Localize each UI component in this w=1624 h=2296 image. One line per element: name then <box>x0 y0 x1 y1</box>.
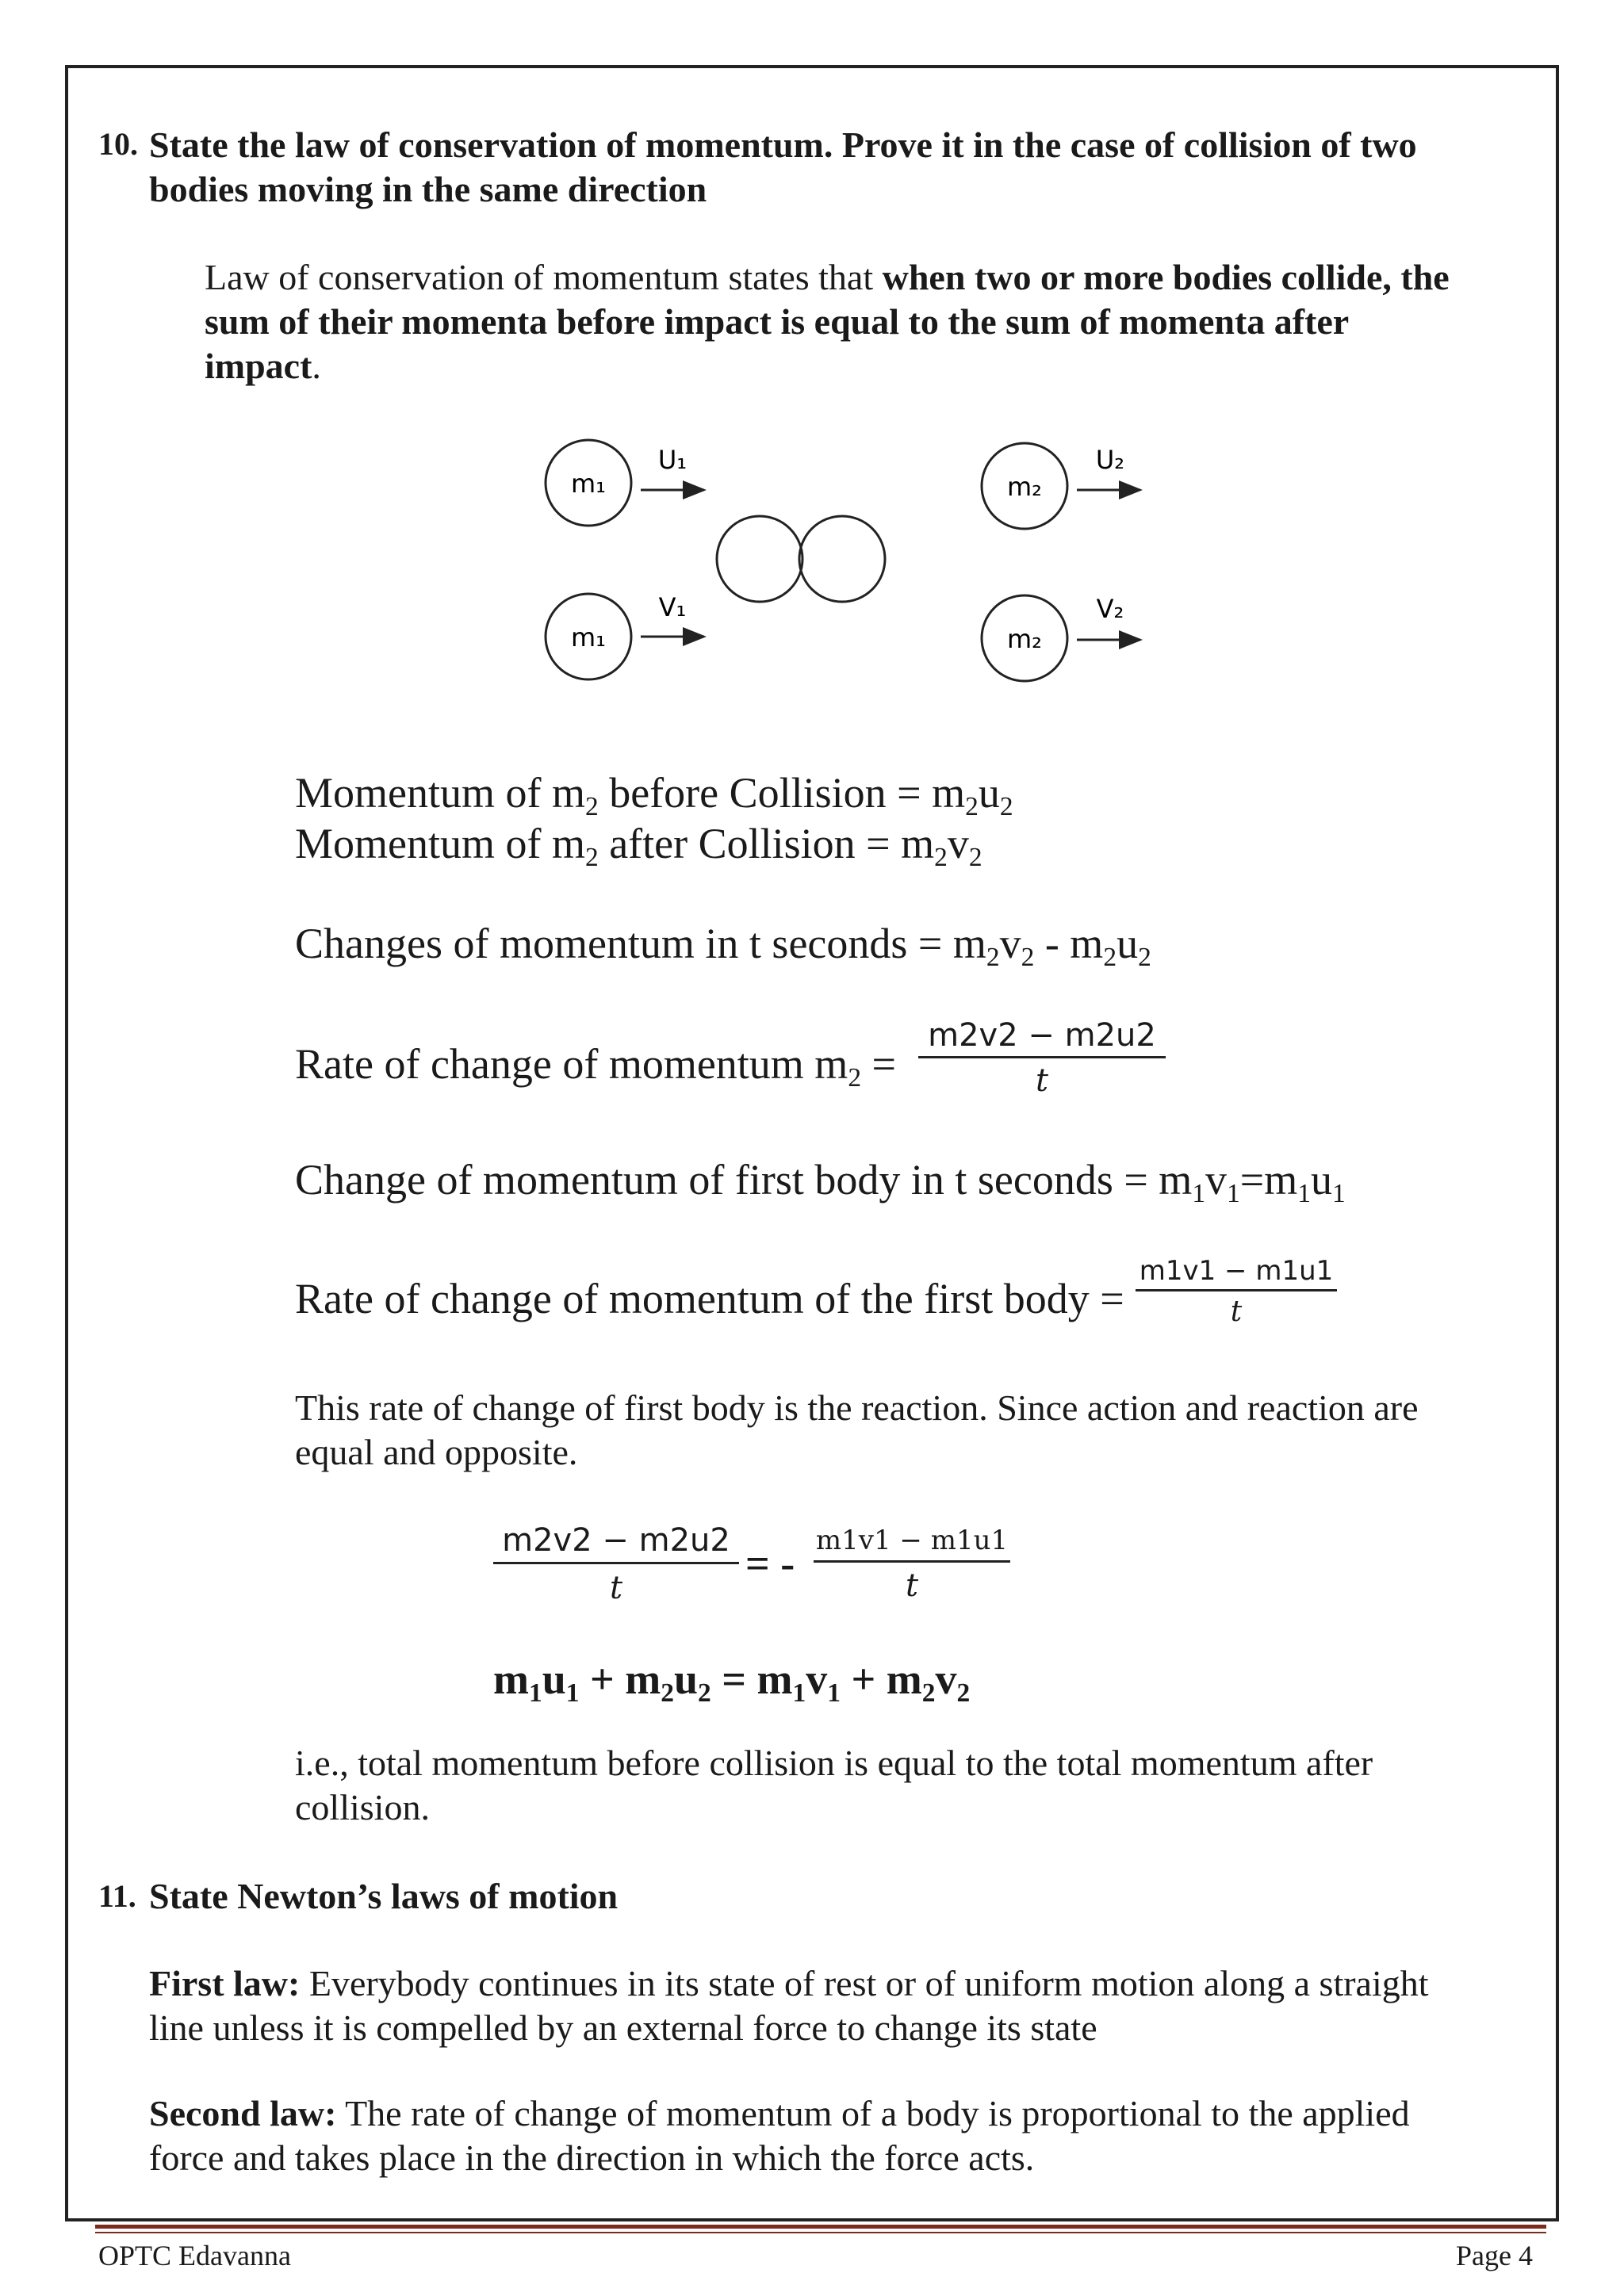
equation-momentum-after: Momentum of $m_2$ after Collision = $m_2v_2$ <box>295 820 982 873</box>
colliding-body-1 <box>717 516 802 602</box>
fraction-denominator: t <box>1035 1062 1049 1099</box>
conclusion: i.e., total momentum before collision is equal to the total momentum after collision. <box>295 1743 1373 1827</box>
u1-label: U₁ <box>657 445 688 475</box>
fraction-numerator: m2v2 − m2u2 <box>928 1017 1156 1054</box>
question-11 <box>98 1877 136 1915</box>
law-bold-3: impact <box>205 346 312 386</box>
law-end: . <box>312 346 321 386</box>
m1-bottom-label: m₁ <box>571 622 606 652</box>
second-law: Second law: The rate of change of momentum of a body is proportional to the applied force and takes place in the direction in which the force acts. <box>149 2093 1410 2178</box>
fraction-numerator: m2v2 − m2u2 <box>502 1522 730 1559</box>
colliding-body-2 <box>799 516 885 602</box>
question-10-title <box>149 123 1513 212</box>
law-statement <box>205 255 1537 388</box>
footer-page-number: Page 4 <box>1456 2240 1533 2271</box>
law-intro: Law of conservation of momentum states that <box>205 257 883 297</box>
fraction-rate-m2 <box>918 1015 1166 1103</box>
question-number: 10. <box>98 126 138 162</box>
equals-minus-sign: = - <box>745 1540 795 1587</box>
fraction-rate-first-body <box>1136 1253 1337 1333</box>
title-line-2: bodies moving in the same direction <box>149 169 707 209</box>
u2-label: U₂ <box>1095 445 1125 475</box>
fraction-denominator: t <box>905 1567 919 1604</box>
fraction-lhs <box>493 1519 739 1612</box>
fraction-denominator: t <box>1230 1295 1243 1328</box>
equation-change-momentum: Changes of momentum in t seconds = $m_2v_2 - m_2u_2$ <box>295 920 1151 973</box>
law-bold-2: sum of their momenta before impact is equal to the sum of momenta after <box>205 301 1350 342</box>
conservation-equation: $m_1u_1 + m_2u_2 = m_1v_1 + m_2v_2$ <box>493 1655 971 1709</box>
v1-label: V₁ <box>658 592 687 622</box>
footer-rule-thin <box>95 2232 1546 2233</box>
fraction-numerator: m1v1 − m1u1 <box>1139 1255 1334 1287</box>
m2-bottom-label: m₂ <box>1007 624 1042 654</box>
question-10 <box>98 125 138 163</box>
fraction-denominator: t <box>609 1570 623 1606</box>
fraction-rhs <box>814 1521 1010 1609</box>
equation-momentum-before: Momentum of $m_2$ before Collision = $m_2u_2$ <box>295 769 1013 822</box>
equation-rate-m2: Rate of change of momentum $m_2$ = <box>295 1040 897 1093</box>
v2-label: V₂ <box>1096 594 1124 624</box>
m1-top-label: m₁ <box>571 469 606 499</box>
equation-rate-first-body: Rate of change of momentum of the first body = <box>295 1275 1124 1322</box>
question-number: 11. <box>98 1878 136 1914</box>
first-law-label: First law: <box>149 1963 301 2003</box>
m2-top-label: m₂ <box>1007 472 1042 502</box>
question-11-title: State Newton’s laws of motion <box>149 1876 619 1916</box>
first-law: First law: Everybody continues in its state of rest or of uniform motion along a straight line unless it is compelled by an external force to change its state <box>149 1963 1429 2048</box>
title-line-1: State the law of conservation of momentum. Prove it in the case of collision of two <box>149 124 1417 165</box>
footer-rule <box>95 2225 1546 2229</box>
second-law-label: Second law: <box>149 2093 337 2133</box>
reaction-statement: This rate of change of first body is the reaction. Since action and reaction are equal and opposite. <box>295 1387 1419 1472</box>
footer-left: OPTC Edavanna <box>98 2240 291 2271</box>
equation-change-first-body: Change of momentum of first body in t seconds = $m_1v_1=m_1u_1$ <box>295 1156 1346 1209</box>
law-bold-1: when two or more bodies collide, the <box>882 257 1450 297</box>
fraction-numerator: m1v1 − m1u1 <box>815 1525 1009 1556</box>
collision-diagram <box>523 432 1158 694</box>
